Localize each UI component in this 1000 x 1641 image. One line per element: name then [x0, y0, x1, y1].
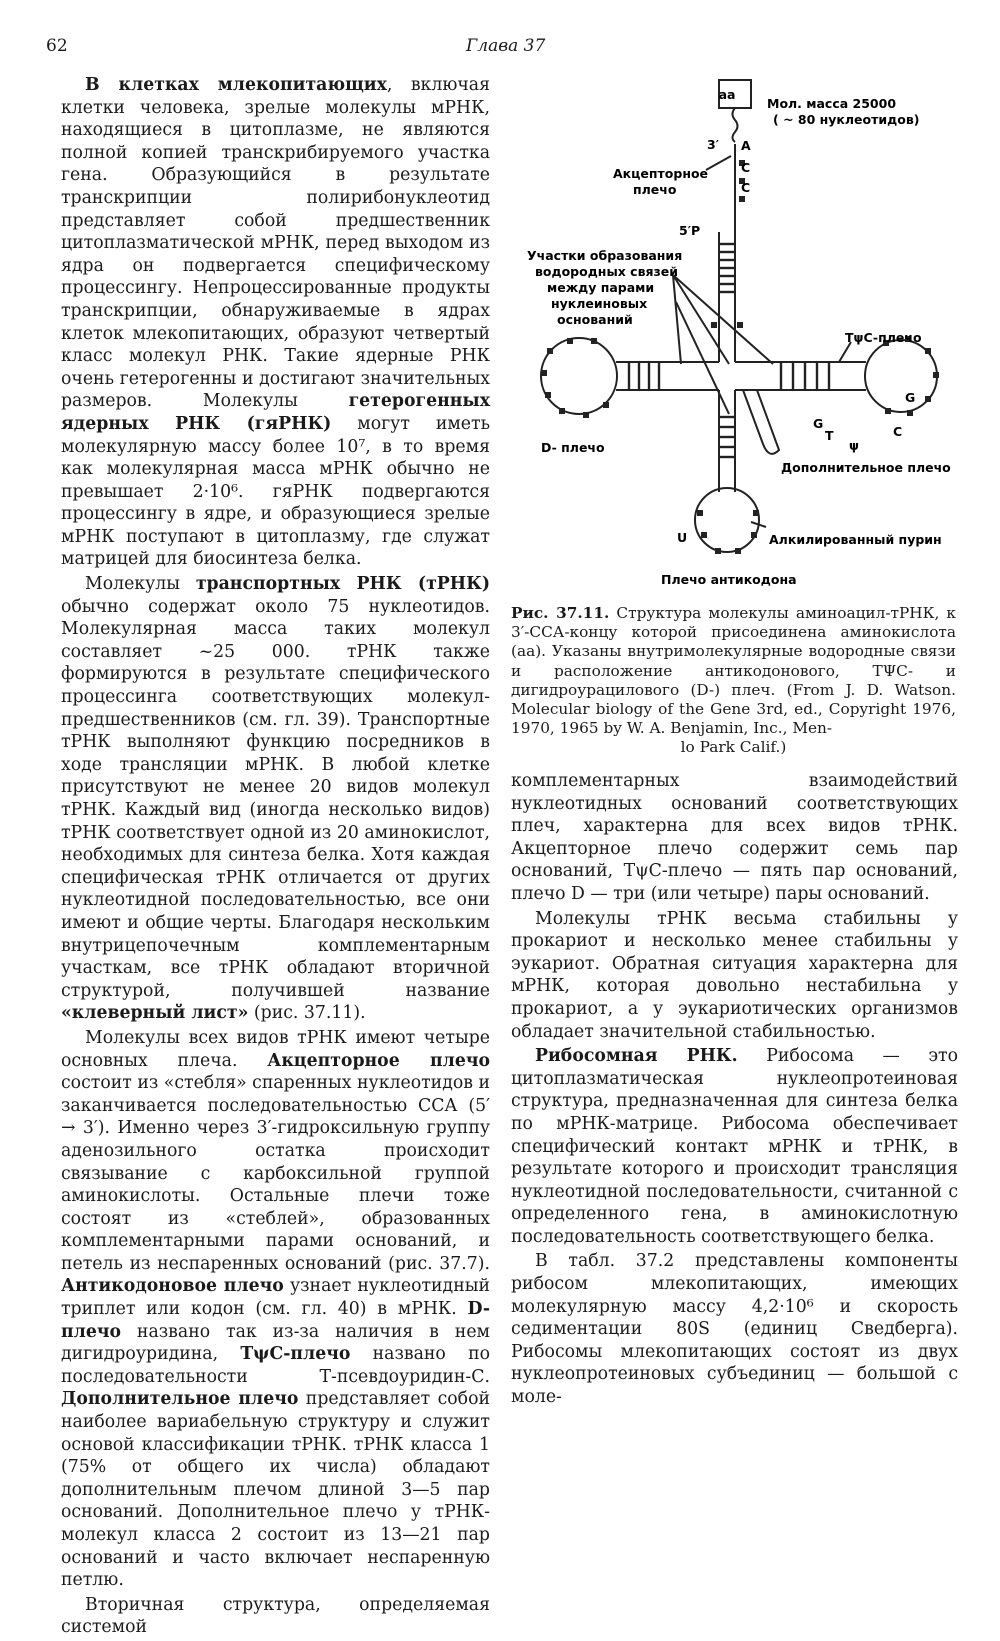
anticodon-loop	[695, 488, 759, 552]
base-t: T	[825, 428, 834, 443]
d-arm-label: D- плечо	[541, 440, 605, 455]
mass-label: Мол. масса 25000	[767, 96, 897, 111]
bold-term: D-плечо	[61, 1299, 490, 1342]
caption-label: Рис. 37.11.	[511, 604, 610, 622]
acceptor-label-2: плечо	[633, 182, 677, 197]
text-span: могут иметь молекулярную массу более 10⁷, в то время как молекулярная масса мРНК обычно не превышает 2·10⁶. гяРНК подвергаются процессингу в ядре, и образующиеся зрелые мРНК поступают в цитоплазму, где служат матрицей для биосинтеза белка.	[61, 413, 490, 570]
figure-caption	[511, 604, 956, 758]
hbond-label-4: нуклеиновых	[551, 296, 648, 311]
bold-term: TψC-плечо	[240, 1344, 351, 1365]
text-span: , включая клетки человека, зрелые молекулы мРНК, находящиеся в цитоплазме, не являются полной копией транскрибируемого участка гена. Образующийся в результате транскрипции полирибонуклеотид представляет собой предшественник цитоплазматической мРНК, перед выходом из ядра он подвергается специфическому процессингу. Непроцессированные продукты транскрипции, обнаруживаемые в ядрах клеток млекопитающих, образуют четвертый класс молекул РНК. Такие ядерные РНК очень гетерогенны и достигают значительных размеров. Молекулы	[61, 75, 490, 412]
text-span: Молекулы тРНК весьма стабильны у прокариот и несколько менее стабильны у эукариот. Обратная ситуация характерна для мРНК, которая довольно нестабильна у прокариот, а у эукариотических организмов обладает значительной стабильностью.	[511, 908, 958, 1042]
text-span: узнает нуклеотидный триплет или кодон (см. гл. 40) в мРНК.	[61, 1276, 490, 1320]
extra-arm-label: Дополнительное плечо	[781, 460, 951, 475]
bold-term: транспортных РНК (тРНК)	[195, 574, 490, 595]
text-span: Молекулы всех видов тРНК имеют четыре основных плеча.	[61, 1027, 490, 1071]
alkylated-purine-label: Алкилированный пурин	[769, 532, 942, 547]
paragraph-continued	[511, 770, 958, 906]
left-column	[61, 74, 490, 1641]
paragraph-trna	[61, 573, 490, 1025]
base-u: U	[677, 530, 688, 545]
base-g1: G	[905, 390, 916, 405]
three-prime-label: 3′	[707, 137, 719, 152]
bold-term: Антикодоновое плечо	[61, 1276, 284, 1297]
bold-term: гетерогенных ядерных РНК (гяРНК)	[61, 391, 490, 434]
text-span: представляет собой наиболее вариабельную структуру и служит основой классификации тРНК. тРНК класса 1 (75% от общего их числа) обладают дополнительным плечом длиной 3—5 пар оснований. Дополнительное плечо у тРНК-молекул класса 2 состоит из 13—21 пар оснований и часто включает неспаренную петлю.	[61, 1389, 490, 1591]
paragraph-stability	[511, 908, 958, 1044]
text-span: В табл. 37.2 представлены компоненты рибосом млекопитающих, имеющих молекулярную массу 4,2·10⁶ и скорость седиментации 80S (единиц Сведберга). Рибосомы млекопитающих состоят из двух нуклеопротеиновых субъединиц — большой с моле-	[511, 1251, 958, 1408]
bold-term: «клеверный лист»	[61, 1003, 249, 1024]
text-span: Рибосома — это цитоплазматическая нуклеопротеиновая структура, предназначенная для синтеза белка по мРНК-матрице. Рибосома обеспечивает специфический контакт мРНК и тРНК, в результате которого и происходит трансляция нуклеотидной последовательности, считанной с определенного гена, в аминокислотную последовательность соответствующего белка.	[511, 1046, 958, 1247]
hbond-label-5: оснований	[557, 312, 633, 327]
paragraph-arms	[61, 1027, 490, 1592]
chapter-title: Глава 37	[466, 36, 546, 56]
acceptor-label-1: Акцепторное	[613, 166, 709, 181]
caption-text: Структура молекулы аминоацил-тРНК, к 3′-ССА-концу которой присоединена аминокислота (аа). Указаны внутримолекулярные водородные связи и расположение антикодонового, TΨC- и дигидроурацилового (D-) плеч. (From J. D. Watson. Molecular biology of the Gene 3rd, ed., Copyright 1976, 1970, 1965 by W. A. Benjamin, Inc., Men-	[511, 604, 956, 738]
base-c2: C	[741, 180, 751, 195]
text-span: Вторичная структура, определяемая системой	[61, 1594, 490, 1638]
paragraph-ribosomal	[511, 1045, 958, 1248]
bold-term: Рибосомная РНК.	[535, 1046, 738, 1067]
hbond-label-1: Участки образования	[527, 248, 683, 263]
paragraph-mrna	[61, 74, 490, 571]
text-span: Молекулы	[85, 574, 196, 595]
text-span: комплементарных взаимодействий нуклеотидных оснований соответствующих плеч, характерна для всех видов тРНК. Акцепторное плечо содержит семь пар оснований, TψC-плечо — пять пар оснований, плечо D — три (или четыре) пары оснований.	[511, 771, 958, 904]
base-a: A	[741, 138, 751, 153]
bold-term: Дополнительное плечо	[61, 1389, 299, 1410]
text-span: названо так из-за наличия в нем дигидроуридина,	[61, 1321, 490, 1365]
caption-last-line: lo Park Calif.)	[680, 738, 787, 757]
text-span: обычно содержат около 75 нуклеотидов. Молекулярная масса таких молекул составляет ~25 000. тРНК также формируются в результате специфического процессинга соответствующих молекул-предшественников (см. гл. 39). Транспортные тРНК выполняют функцию посредников в ходе трансляции мРНК. В любой клетке присутствуют не менее 20 видов молекул тРНК. Каждый вид (иногда несколько видов) тРНК соответствует одной из 20 аминокислот, необходимых для синтеза белка. Хотя каждая специфическая тРНК отличается от других нуклеотидной последовательностью, все они имеют и общие черты. Благодаря нескольким внутрицепочечным комплементарным участкам, все тРНК обладают вторичной структурой, получившей название	[61, 596, 490, 1001]
base-psi: ψ	[849, 438, 859, 453]
right-column	[511, 770, 958, 1411]
hbond-label-2: водородных связей	[535, 264, 679, 279]
anticodon-arm-label: Плечо антикодона	[661, 572, 797, 587]
aa-label: aa	[718, 87, 736, 102]
paragraph-table	[511, 1250, 958, 1408]
text-span: состоит из «стебля» спаренных нуклеотидов и заканчивается последовательностью ССА (5′ → 3′). Именно через 3′-гидроксильную группу аденозильного остатка происходит связывание с карбоксильной группой аминокислоты. Остальные плечи тоже состоят из «стеблей», образованных комплементарными парами оснований, и петель из неспаренных оснований (рис. 37.7).	[61, 1073, 490, 1274]
bold-term: В клетках млекопитающих	[85, 75, 387, 95]
text-span: (рис. 37.11).	[248, 1003, 366, 1024]
base-c1: C	[741, 160, 751, 175]
paragraph-secondary	[61, 1594, 490, 1639]
base-c: C	[893, 424, 903, 439]
extra-arm	[743, 390, 779, 454]
hbond-label-3: между парами	[547, 280, 655, 295]
trna-cloverleaf-figure	[511, 72, 960, 592]
five-prime-label: 5′P	[679, 223, 701, 238]
text-span: названо по последовательности Т-псевдоуридин-С.	[61, 1344, 490, 1387]
base-g2: G	[813, 416, 824, 431]
tpsic-arm-label: TψC-плечо	[845, 330, 922, 345]
page-number: 62	[46, 36, 68, 56]
nucleotides-label: ( ~ 80 нуклеотидов)	[773, 112, 920, 127]
bold-term: Акцепторное плечо	[267, 1050, 490, 1071]
